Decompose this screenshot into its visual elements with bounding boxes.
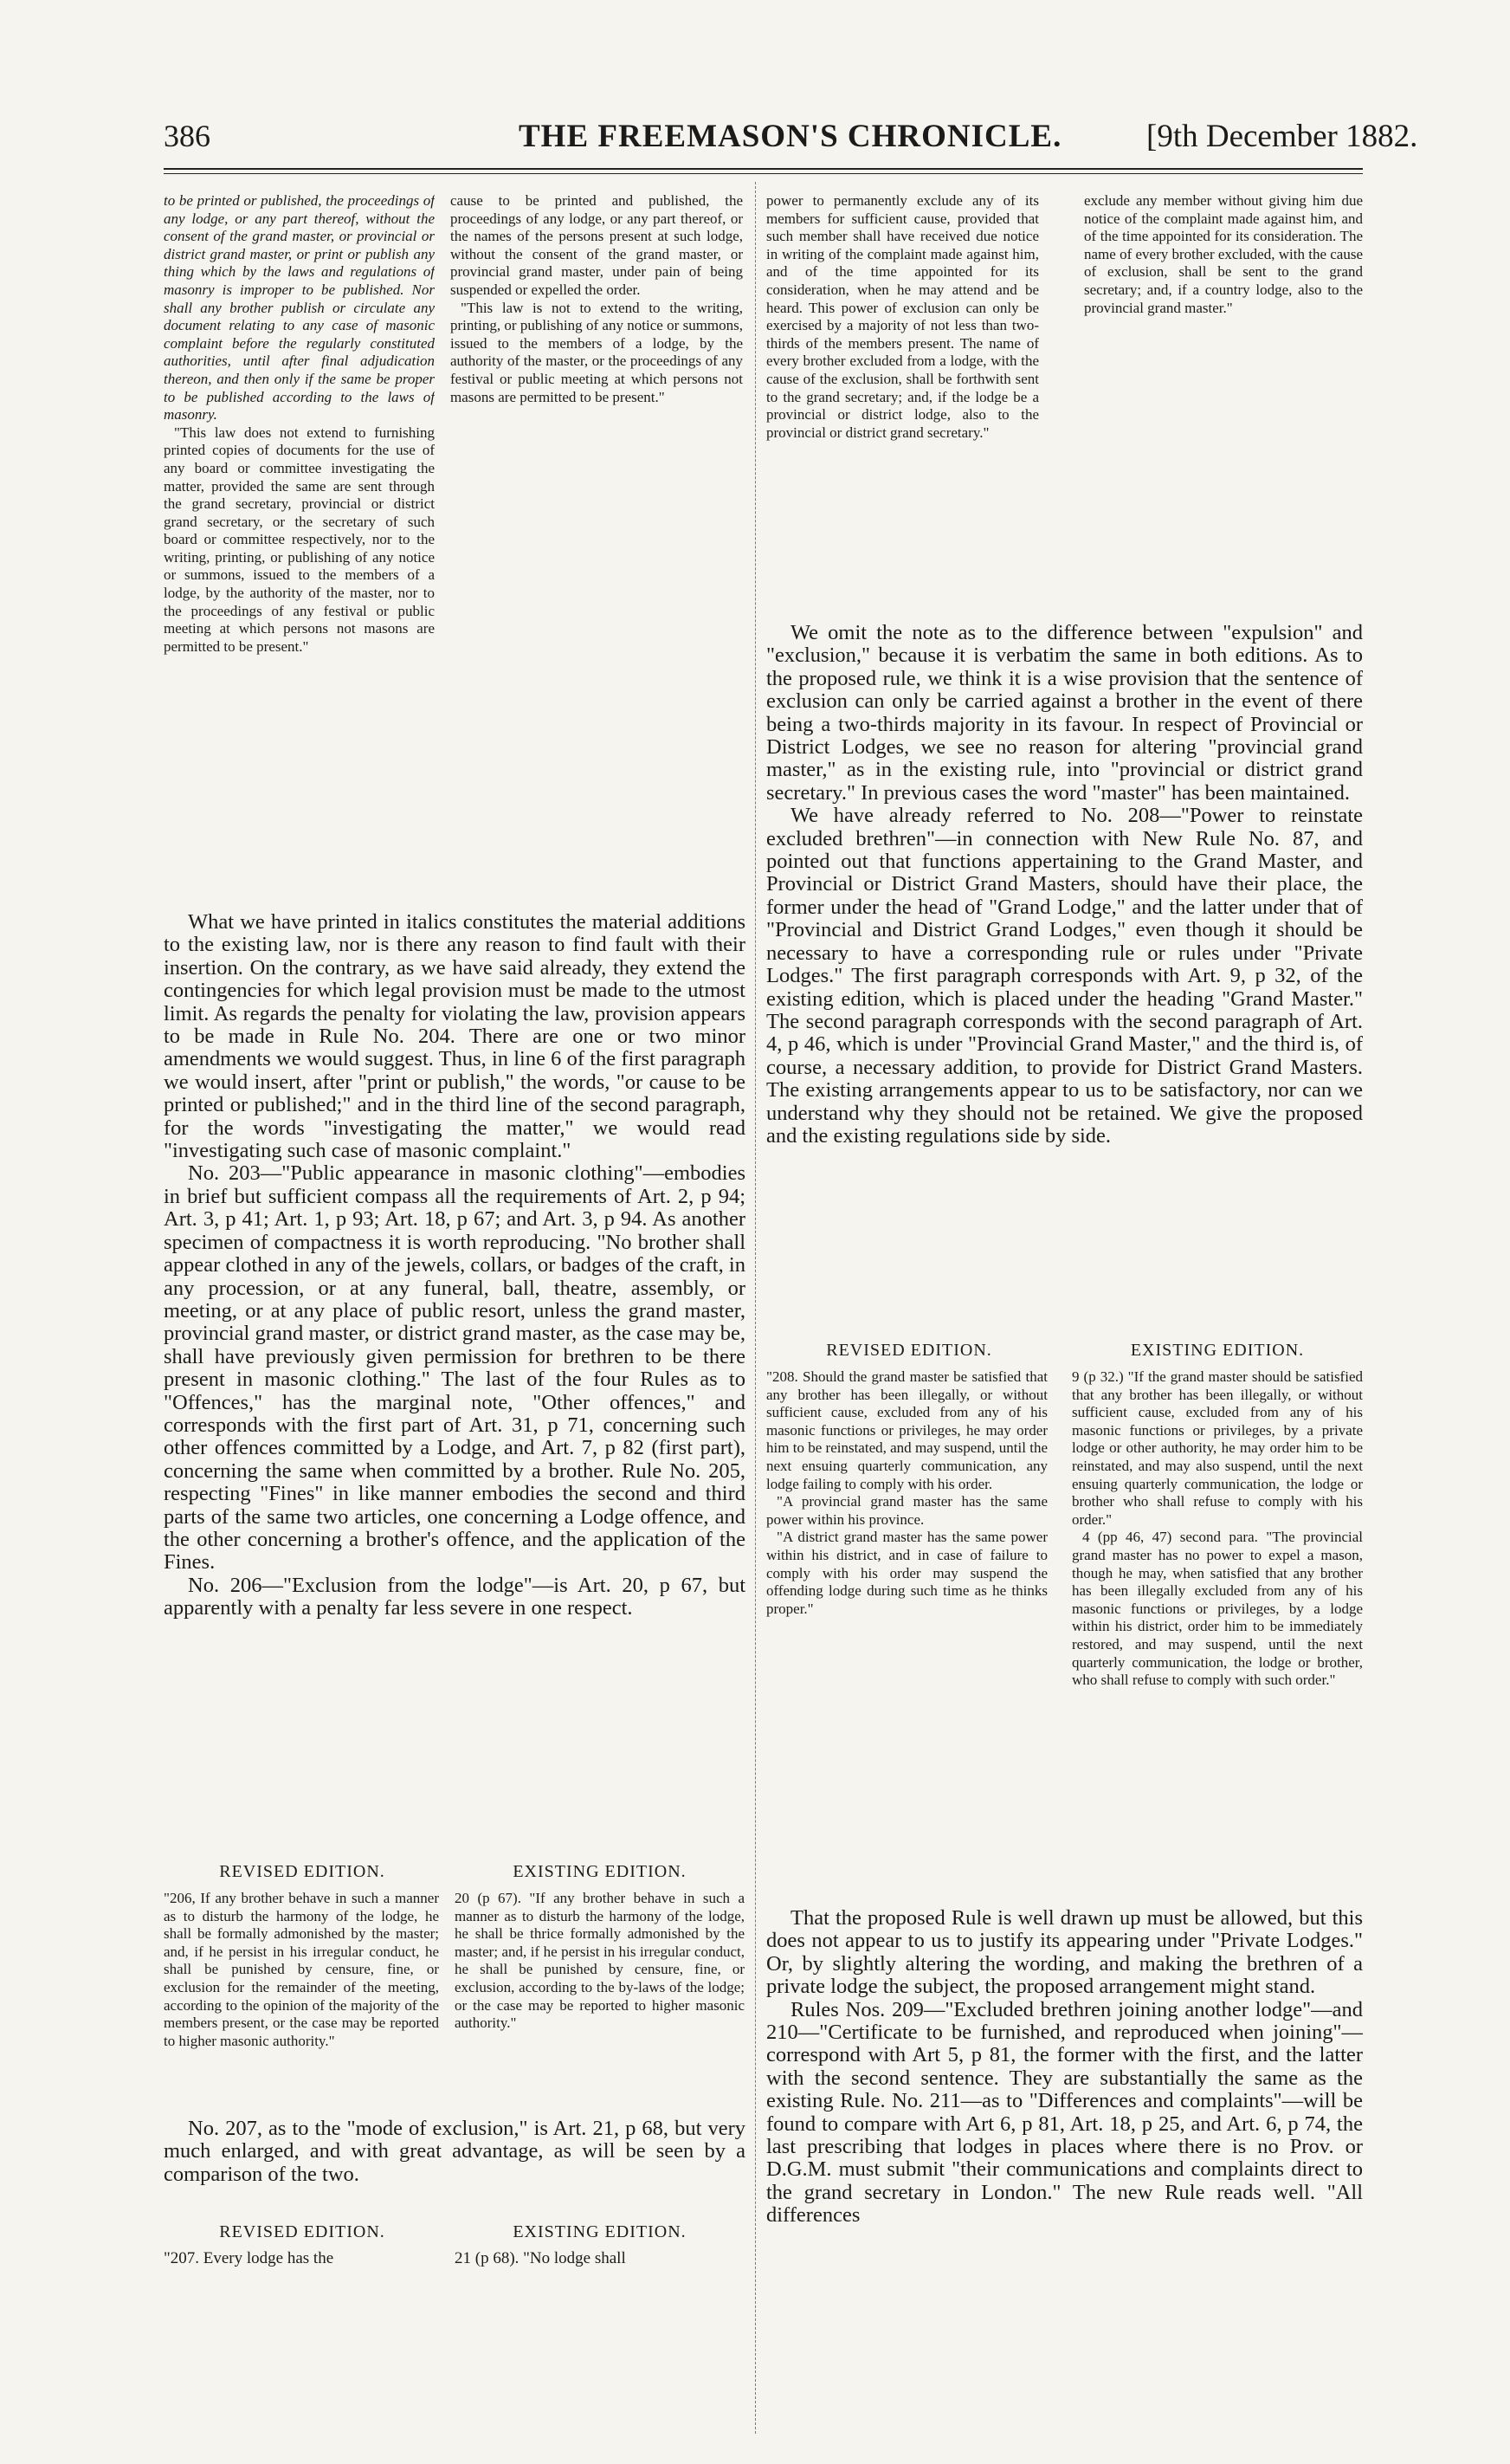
col2-body-2 — [766, 1907, 1363, 2435]
issue-date: [9th December 1882. — [1146, 119, 1418, 154]
col2-header-revised: REVISED EDITION. — [826, 1341, 992, 1360]
col2-quoted-existing — [1084, 192, 1363, 409]
col1-ex-20 — [455, 1890, 745, 2106]
col2-quoted-revised — [766, 192, 1039, 610]
col1-ex-21 — [455, 2250, 745, 2273]
ex-9-text: 9 (p 32.) "If the grand master should be satisfied that any brother has been illegally, or without sufficient cause, excluded from any of his masonic functions or privileges, by a private lodge or other authority, he may order him to be reinstated, and may also suspend, until the next ensuing quarterly communication, the lodge or brother who shall refuse to comply with his order." — [1072, 1368, 1363, 1528]
col1-rev-207 — [164, 2250, 439, 2273]
col1-quoted-existing — [450, 192, 743, 556]
masthead-rule-thin — [164, 173, 1363, 174]
col1-revised-text-2: "This law does not extend to furnishing printed copies of documents for the use of any board or committee investigating the matter, provided the same are sent through the grand secretary, provincial or district grand secretary, or the secretary of such board or committee respectively, nor to the writing, printing, or publishing of any notice or summons, issued to the members of a lodge, by the authority of the master, nor to the proceedings of any festival or public meeting at which persons not masons are permitted to be present." — [164, 424, 435, 655]
rev-206-text: "206, If any brother behave in such a manner as to disturb the harmony of the lodge, he shall be formally admonished by the master; and, if he persist in his irregular conduct, he shall be punished by censure, fine, or exclusion for the remainder of the meeting, according to the opinion of the majority of the members present, or the case may be reported to higher masonic authority." — [164, 1890, 439, 2049]
para-omit-note: We omit the note as to the difference between "expulsion" and "exclusion," because it is verbatim the same in both editions. As to the proposed rule, we think it is a wise provision that the sentence of exclusion can only be carried against a brother in the event of there being a two-thirds majority in its favour. In respect of Provincial or District Lodges, we see no reason for altering "provincial grand master," as in the existing rule, into "provincial or district grand secretary." In previous cases the word "master" has been maintained. — [766, 622, 1363, 805]
col1-quoted-revised — [164, 192, 435, 904]
para-rule-207: No. 207, as to the "mode of exclusion," is Art. 21, p 68, but very much enlarged, and with great advantage, as will be seen by a comparison of the two. — [164, 2118, 745, 2186]
col2-ex-9 — [1072, 1368, 1363, 1888]
col1-revised-text: to be printed or published, the proceedings of any lodge, or any part thereof, without the consent of the grand master, or provincial or district grand master, or print or publish any thing which by the laws and regulations of masonry is improper to be published. Nor shall any brother publish or circulate any document relating to any case of masonic complaint before the regularly constituted authorities, until after final adjudication thereon, and then only if the same be proper to be published according to the laws of masonry. — [164, 192, 435, 424]
col1-body — [164, 911, 745, 1763]
rev-207-text: "207. Every lodge has the — [164, 2250, 334, 2267]
para-rule-206: No. 206—"Exclusion from the lodge"—is Art. 20, p 67, but apparently with a penalty far less severe in one respect. — [164, 1573, 745, 1620]
para-rule-203: No. 203—"Public appearance in masonic clothing"—embodies in brief but sufficient compass all the requirements of Art. 2, p 94; Art. 3, p 41; Art. 1, p 93; Art. 18, p 67; and Art. 3, p 94. As another specimen of compactness it is worth reproducing. "No brother shall appear clothed in any of the jewels, collars, or badges of the craft, in any procession, or at any funeral, ball, theatre, assembly, or meeting, or at any place of public resort, unless the grand master, provincial grand master, or district grand master, as the case may be, shall have previously given permission for brethren to be there present in masonic clothing." The last of the four Rules as to "Offences," has the marginal note, "Other offences," and corresponds with the first part of Art. 31, p 71, concerning such other offences committed by a Lodge, and Art. 7, p 82 (first part), concerning the same when committed by a brother. Rule No. 205, respecting "Fines" in like manner embodies the second and third parts of the same two articles, one concerning a Lodge offence, and the other concerning a brother's offence, and the application of the Fines. — [164, 1161, 745, 1575]
col1-existing-text-2: "This law is not to extend to the writing, printing, or publishing of any notice or summons, issued to the members of a lodge, by the authority of the master, or the proceedings of any festival or public meeting at which persons not masons are permitted to be present." — [450, 299, 743, 405]
para-rule-208: We have already referred to No. 208—"Power to reinstate excluded brethren"—in connection with New Rule No. 87, and pointed out that functions appertaining to the Grand Master, and Provincial or District Grand Masters, should have their place, the former under the head of "Grand Lodge," and the latter under that of "Provincial and District Grand Lodges," even though it should be necessary to have a corresponding rule or rules under "Private Lodges." The first paragraph corresponds with Art. 9, p 32, of the existing edition, which is placed under the heading "Grand Master." The second paragraph corresponds with the second paragraph of Art. 4, p 46, which is under "Provincial Grand Master," and the third is, of course, a necessary addition, to provide for District Grand Masters. The existing arrangements appear to us to be satisfactory, nor can we understand why they should not be retained. We give the proposed and the existing regulations side by side. — [766, 804, 1363, 1148]
para-italics-note: What we have printed in italics constitutes the material additions to the existing law, nor is there any reason to find fault with their insertion. On the contrary, as we have said already, they extend the contingencies for which legal provision must be made to the utmost limit. As regards the penalty for violating the law, provision appears to be made in Rule No. 204. There are one or two minor amendments we would suggest. Thus, in line 6 of the first paragraph we would insert, after "print or publish," the words, "or cause to be printed or published;" and in the third line of the second paragraph, for the words "investigating the matter," we would read "investigating such case of masonic complaint." — [164, 911, 745, 1163]
col2-header-existing: EXISTING EDITION. — [1130, 1341, 1305, 1360]
masthead-rule-thick — [164, 168, 1363, 170]
col2-rev-208 — [766, 1368, 1048, 1775]
rev-208-text: "208. Should the grand master be satisfied that any brother has been illegally, or without sufficient cause, excluded from any of his masonic functions or privileges, he may order him to be reinstated, and may suspend, until the next ensuing quarterly communication, any lodge failing to comply with his order. — [766, 1368, 1048, 1492]
col1-header-existing: EXISTING EDITION. — [513, 1862, 687, 1881]
col1-header-revised-2: REVISED EDITION. — [219, 2222, 385, 2241]
ex-20-text: 20 (p 67). "If any brother behave in such a manner as to disturb the harmony of the lodge, he shall be thrice formally admonished by the master; and, if he persist in his irregular conduct, he shall be punished by censure, fine, or exclusion, according to the by-laws of the lodge; or the case may be reported to higher masonic authority." — [455, 1890, 745, 2032]
para-rules-209-211: Rules Nos. 209—"Excluded brethren joining another lodge"—and 210—"Certificate to be furnished, and reproduced when joining"—correspond with Art 5, p 81, the former with the first, and the latter with the second sentence. They are substantially the same as the existing Rule. No. 211—as to "Differences and complaints"—will be found to compare with Art 6, p 81, Art. 18, p 25, and Art. 6, p 74, the last prescribing that lodges in places where there is no Prov. or D.G.M. must submit "their communications and complaints direct to the grand secretary in London." The new Rule reads well. "All differences — [766, 1997, 1363, 2228]
col1-header-revised: REVISED EDITION. — [219, 1862, 385, 1881]
ex-21-text: 21 (p 68). "No lodge shall — [455, 2250, 626, 2267]
column-divider — [755, 182, 756, 2434]
ex-4-text: 4 (pp 46, 47) second para. "The provincial grand master has no power to expel a mason, though he may, when satisfied that any brother has been illegally excluded from any of his masonic functions or privileges, by a lodge within his district, order him to be immediately restored, and may suspend, until the next quarterly communication, the lodge or brother, who shall refuse to comply with such order." — [1072, 1529, 1363, 1689]
publication-title: THE FREEMASON'S CHRONICLE. — [519, 119, 1062, 154]
page-number: 386 — [164, 119, 210, 153]
col2-revised-text: power to permanently exclude any of its members for sufficient cause, provided that such member shall have received due notice in writing of the complaint made against him, and of the time appointed for its consideration, when he may attend and be heard. This power of exclusion can only be exercised by a majority of not less than two-thirds of the members present. The name of every brother excluded from a lodge, with the cause of the exclusion, shall be forthwith sent to the grand secretary; and, if the lodge be a provincial or district lodge, also to the provincial or district grand secretary." — [766, 192, 1039, 441]
para-rule-well-drawn: That the proposed Rule is well drawn up must be allowed, but this does not appear to us to justify its appearing under "Private Lodges." Or, by slightly altering the wording, and making the brethren of a private lodge the subject, the proposed arrangement might stand. — [766, 1907, 1363, 1999]
col2-existing-text: exclude any member without giving him due notice of the complaint made against him, and of the time appointed for its consideration. The name of every brother excluded, with the cause of exclusion, shall be sent to the grand secretary; and, if a country lodge, also to the provincial grand master." — [1084, 192, 1363, 316]
col1-header-existing-2: EXISTING EDITION. — [513, 2222, 687, 2241]
rev-208-district: "A district grand master has the same power within his district, and in case of failure to comply with his order may suspend the offending lodge during such time as he thinks proper." — [766, 1529, 1048, 1617]
col1-body-207 — [164, 2118, 745, 2213]
rev-208-provincial: "A provincial grand master has the same power within his province. — [766, 1493, 1048, 1528]
col2-body — [766, 622, 1363, 1329]
col1-rev-206 — [164, 1890, 439, 2106]
col1-existing-text: cause to be printed and published, the proceedings of any lodge, or any part thereof, or the names of the persons present at such lodge, without the consent of the grand master, or provincial grand master, under pain of being suspended or expelled the order. — [450, 192, 743, 298]
masthead — [164, 116, 1418, 159]
